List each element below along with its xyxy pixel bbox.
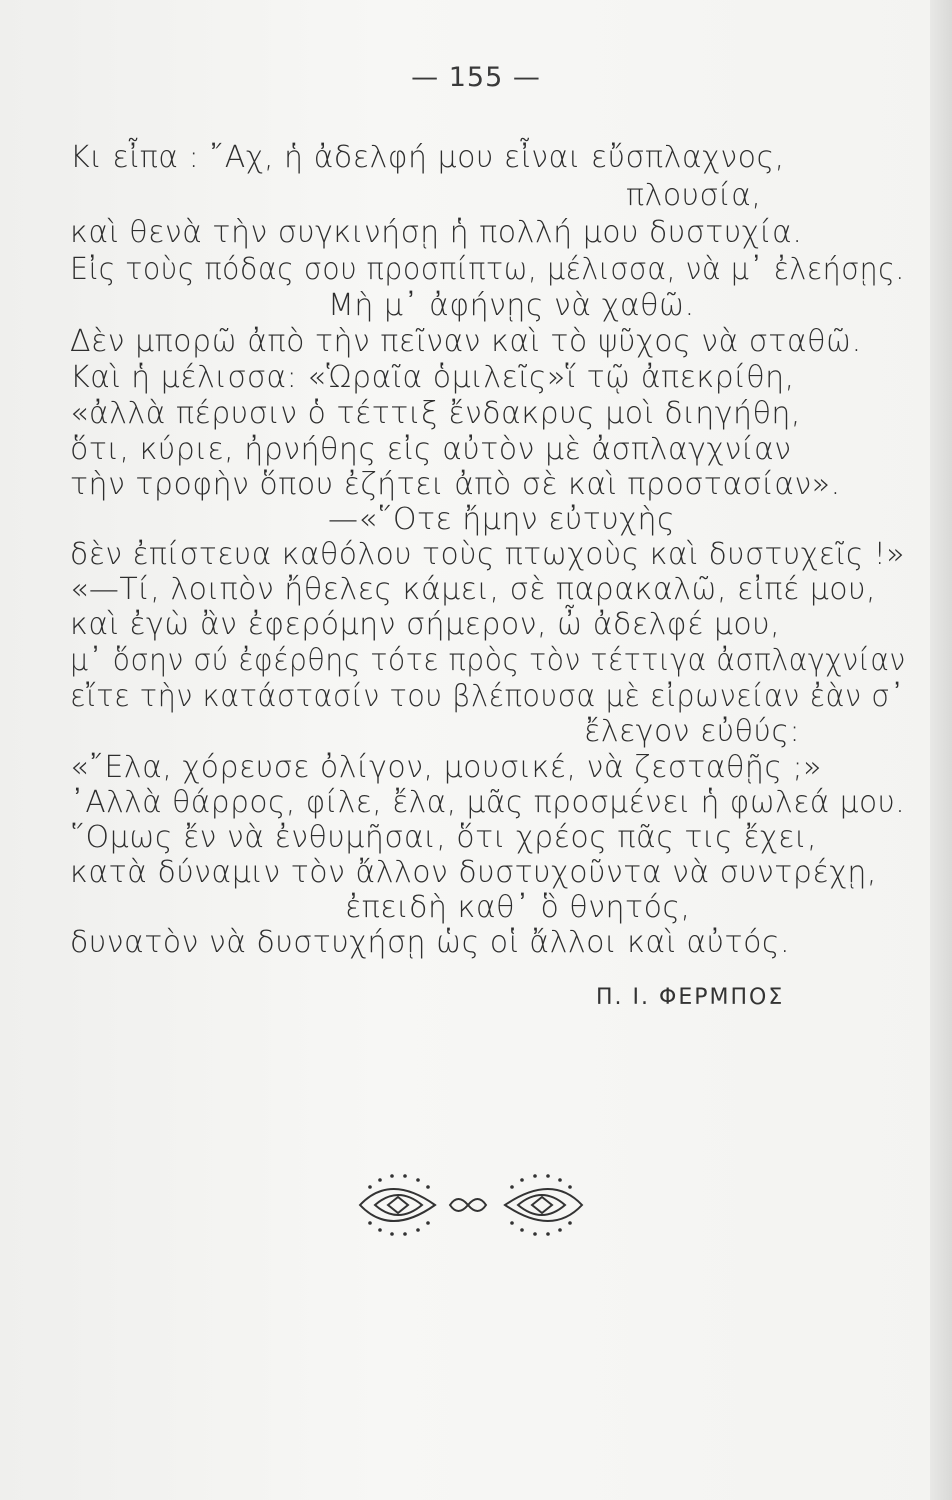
poem-line-23: δυνατὸν νὰ δυστυχήσῃ ὡς οἱ ἄλλοι καὶ αὐτός. <box>70 925 791 960</box>
poem-line-13: «—Τί, λοιπὸν ἤθελες κάμει, σὲ παρακαλῶ, εἰπέ μου, <box>70 572 877 607</box>
poem-line-8: «ἀλλὰ πέρυσιν ὁ τέττιξ ἔνδακρυς μοὶ διηγήθη, <box>70 396 801 431</box>
poem-line-1: Κι εἶπα : ῎Αχ, ἡ ἀδελφή μου εἶναι εὔσπλαχνος, <box>70 140 785 175</box>
poem-line-20: ῞Ομως ἔν νὰ ἐνθυμῆσαι, ὅτι χρέος πᾶς τις ἔχει, <box>70 820 818 855</box>
poem-line-14: καὶ ἐγὼ ἂν ἐφερόμην σήμερον, ὦ ἀδελφέ μου, <box>70 607 781 642</box>
poem-line-2: πλουσία, <box>626 178 762 213</box>
poem-line-6: Δὲν μπορῶ ἀπὸ τὴν πεῖναν καὶ τὸ ψῦχος νὰ σταθῶ. <box>70 324 862 359</box>
poem-line-12: δὲν ἐπίστευα καθόλου τοὺς πτωχοὺς καὶ δυστυχεῖς !» <box>70 537 905 572</box>
poem-line-16: εἴτε τὴν κατάστασίν του βλέπουσα μὲ εἰρωνείαν ἐὰν σ᾿ <box>70 679 905 714</box>
poem-line-7: Καὶ ἡ μέλισσα: «Ὡραῖα ὁμιλεῖς»ἵ τῷ ἀπεκρίθη, <box>70 360 795 395</box>
poem-line-17: ἔλεγον εὐθύς: <box>584 714 801 749</box>
poem-line-3: καὶ θενὰ τὴν συγκινήσῃ ἡ πολλή μου δυστυχία. <box>70 215 803 250</box>
poem-line-15: μ᾿ ὅσην σύ ἐφέρθης τότε πρὸς τὸν τέττιγα ἀσπλαγχνίαν <box>70 643 906 678</box>
poem-line-19: ᾿Αλλὰ θάρρος, φίλε, ἔλα, μᾶς προσμένει ἡ φωλεά μου. <box>70 785 906 820</box>
poem-line-21: κατὰ δύναμιν τὸν ἄλλον δυστυχοῦντα νὰ συντρέχῃ, <box>70 855 877 890</box>
poem-line-10: τὴν τροφὴν ὅπου ἐζήτει ἀπὸ σὲ καὶ προστασίαν». <box>70 467 841 502</box>
poem-line-5: Μὴ μ᾿ ἀφήνῃς νὰ χαθῶ. <box>328 288 695 323</box>
author-signature: Π. Ι. ΦΕΡΜΠΟΣ <box>596 985 785 1010</box>
page-edge <box>930 0 952 1500</box>
ornament-icon <box>350 1165 590 1245</box>
page-number: — 155 — <box>411 62 541 93</box>
poem-line-4: Εἰς τοὺς πόδας σου προσπίπτω, μέλισσα, νὰ μ᾿ ἐλεήσῃς. <box>70 252 905 287</box>
poem-line-9: ὅτι, κύριε, ἠρνήθης εἰς αὐτὸν μὲ ἀσπλαγχνίαν <box>70 432 792 467</box>
poem-line-18: «῎Ελα, χόρευσε ὀλίγον, μουσικέ, νὰ ζεσταθῇς ;» <box>70 750 823 785</box>
poem-line-11: —«῞Οτε ἤμην εὐτυχὴς <box>328 502 676 537</box>
poem-line-22: ἐπειδὴ καθ᾿ ὃ θνητός, <box>345 890 691 925</box>
